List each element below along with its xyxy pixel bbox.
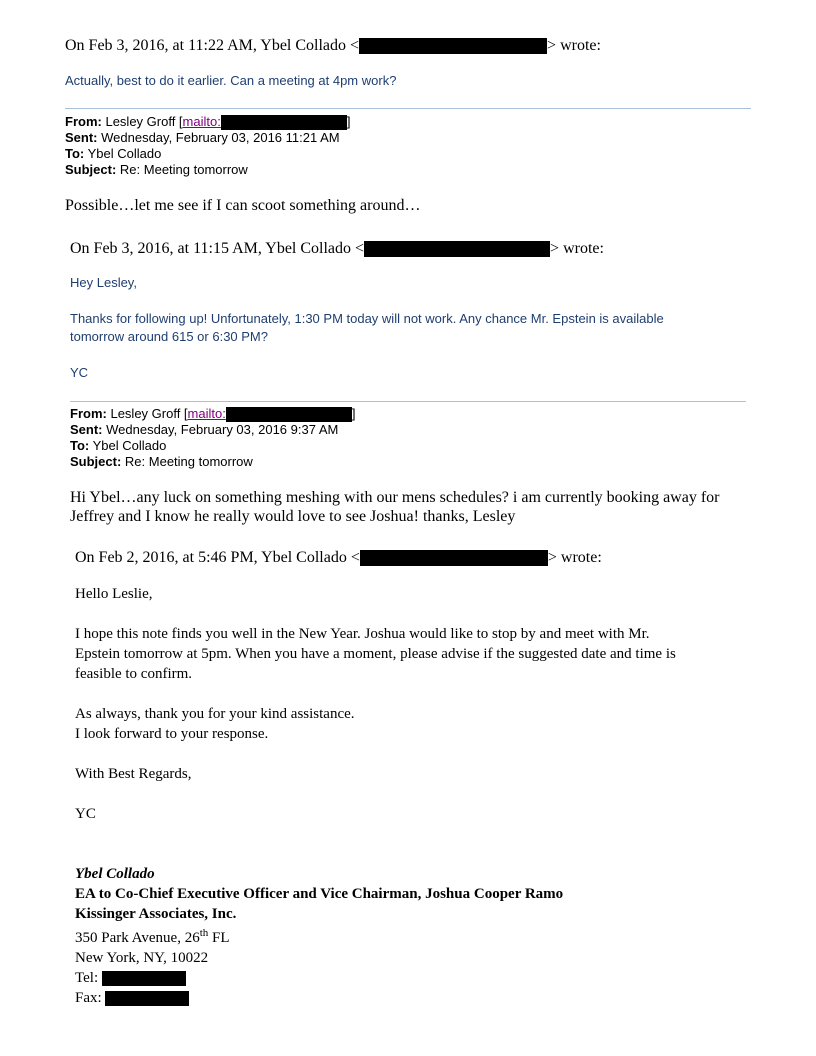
from-label: From:: [65, 114, 102, 129]
quote2-sign: YC: [70, 365, 89, 380]
quote3-initials: YC: [75, 806, 96, 822]
quote2-body-line1: Thanks for following up! Unfortunately, 1:30 PM today will not work. Any chance Mr. Epstein is available: [70, 311, 664, 326]
signature-city: New York, NY, 10022: [75, 950, 209, 966]
signature-company: Kissinger Associates, Inc.: [75, 906, 237, 922]
divider: [65, 108, 751, 109]
quote2-intro: On Feb 3, 2016, at 11:15 AM, Ybel Collado < > wrote:: [70, 240, 604, 257]
quote2-body-line2: tomorrow around 615 or 6:30 PM?: [70, 329, 268, 344]
redacted-email: [359, 38, 547, 54]
mailto-link[interactable]: mailto:: [187, 406, 226, 421]
signature-address: 350 Park Avenue, 26th FL: [75, 927, 230, 946]
redacted-fax: [105, 991, 189, 1006]
quote3-greeting: Hello Leslie,: [75, 586, 153, 602]
quote2-greeting: Hey Lesley,: [70, 275, 137, 290]
quote1-intro-wrote: > wrote:: [547, 37, 601, 54]
redacted-email: [221, 115, 347, 130]
email2-subject: Subject: Re: Meeting tomorrow: [70, 454, 253, 469]
quote3-para1-line2: Epstein tomorrow at 5pm. When you have a moment, please advise if the suggested date and time is: [75, 646, 676, 662]
signature-tel: Tel:: [75, 968, 186, 988]
email1-sent: Sent: Wednesday, February 03, 2016 11:21 AM: [65, 130, 340, 145]
quote3-para2-line1: As always, thank you for your kind assistance.: [75, 706, 355, 722]
redacted-email: [360, 550, 548, 566]
email2-from: From: Lesley Groff [mailto: ]: [70, 406, 356, 421]
email2-to: To: Ybel Collado: [70, 438, 167, 453]
email1-to: To: Ybel Collado: [65, 146, 162, 161]
email2-body-line2: Jeffrey and I know he really would love to see Joshua! thanks, Lesley: [70, 508, 516, 525]
email1-body: Possible…let me see if I can scoot something around…: [65, 197, 421, 214]
email2-sent: Sent: Wednesday, February 03, 2016 9:37 AM: [70, 422, 339, 437]
quote3-para2-line2: I look forward to your response.: [75, 726, 269, 742]
quote3-para1-line3: feasible to confirm.: [75, 666, 193, 682]
quote3-intro: On Feb 2, 2016, at 5:46 PM, Ybel Collado < > wrote:: [75, 549, 602, 566]
quote3-para1-line1: I hope this note finds you well in the New Year. Joshua would like to stop by and meet with Mr.: [75, 626, 650, 642]
quote1-intro-text: On Feb 3, 2016, at 11:22 AM, Ybel Collado <: [65, 37, 360, 54]
redacted-email: [364, 241, 550, 257]
mailto-link[interactable]: mailto:: [182, 114, 221, 129]
redacted-phone: [102, 971, 186, 986]
email1-subject: Subject: Re: Meeting tomorrow: [65, 162, 248, 177]
signature-fax: Fax:: [75, 988, 189, 1008]
email1-from: From: Lesley Groff [mailto: ]: [65, 114, 351, 129]
divider: [70, 401, 746, 402]
signature-title: EA to Co-Chief Executive Officer and Vice Chairman, Joshua Cooper Ramo: [75, 886, 564, 902]
quote1-body: Actually, best to do it earlier. Can a meeting at 4pm work?: [65, 73, 397, 88]
quote3-closing: With Best Regards,: [75, 766, 192, 782]
signature-name: Ybel Collado: [75, 866, 155, 882]
redacted-email: [226, 407, 352, 422]
quote1-intro: [65, 36, 601, 56]
email2-body-line1: Hi Ybel…any luck on something meshing with our mens schedules? i am currently booking away for: [70, 489, 720, 506]
